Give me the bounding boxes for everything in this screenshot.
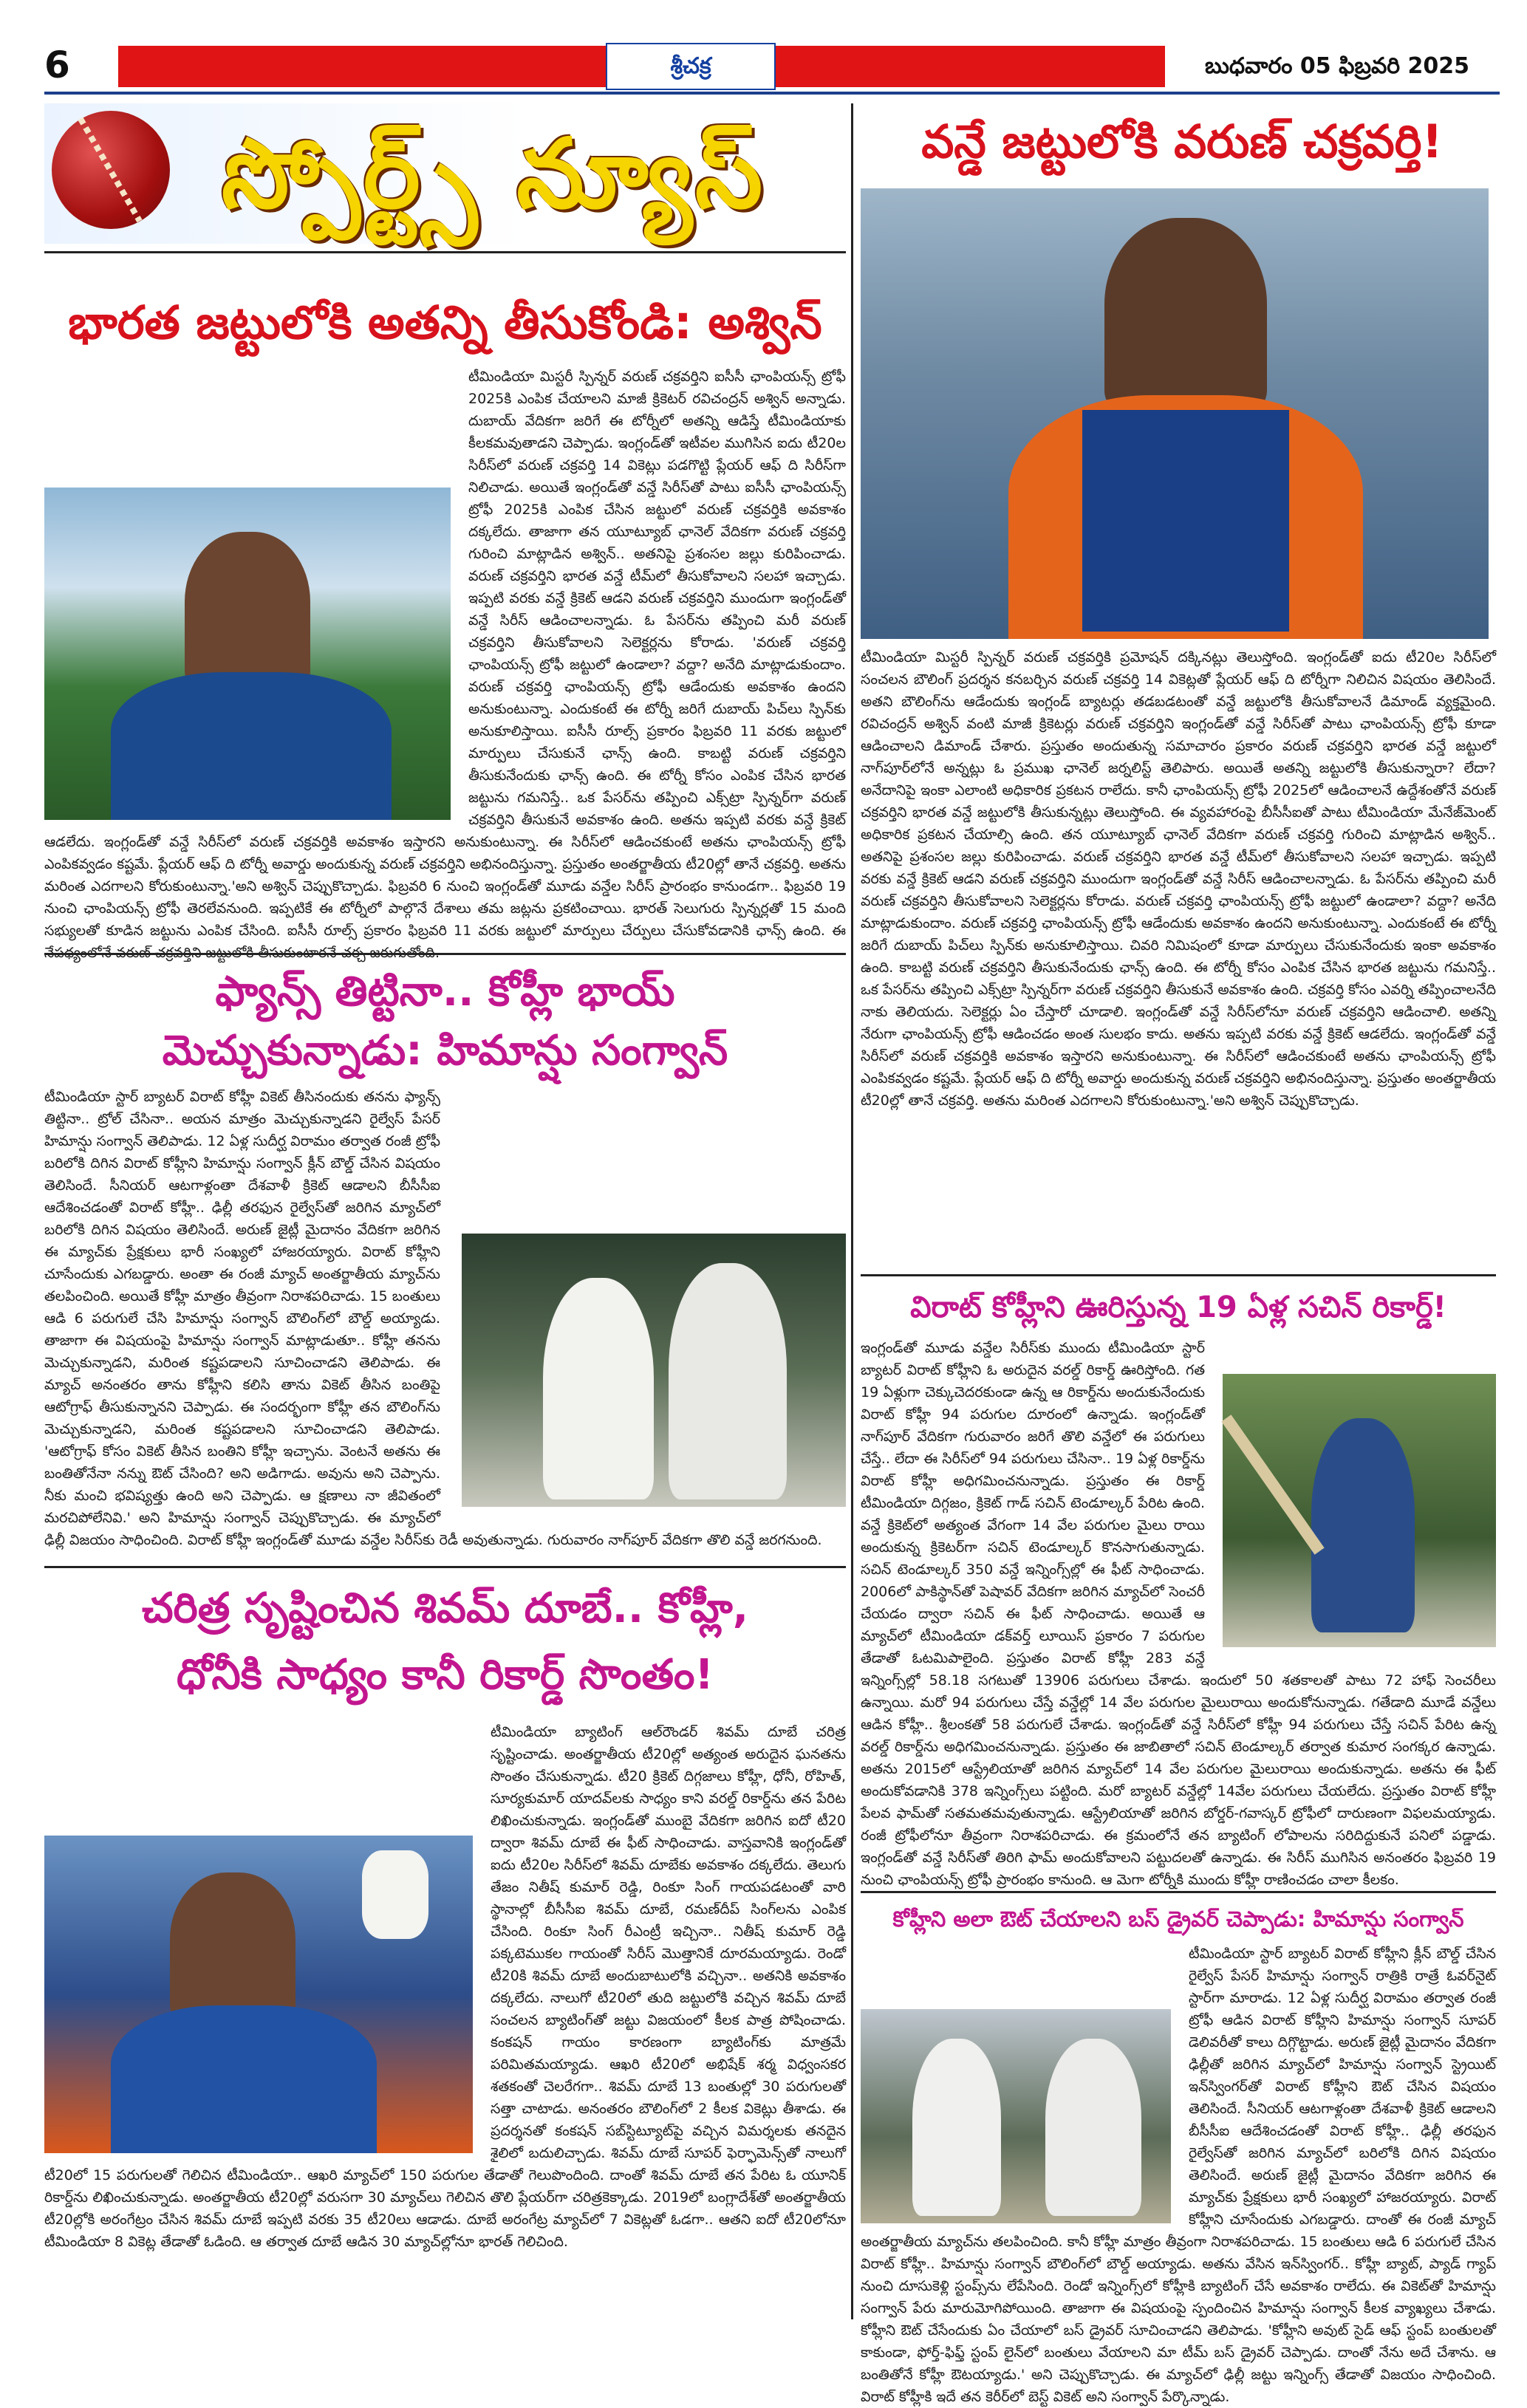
article-bus-text: టీమిండియా స్టార్ బ్యాటర్ విరాట్ కోహ్లీని క్లీన్ బౌల్డ్ చేసిన రైల్వేస్ పేసర్ హిమాన్షు సంగ్వాన్ రాత్రికి రాత్రే ఓవర్‌నైట్ స్టార్‌గా మారాడు. 12 ఏళ్ల సుదీర్ఘ విరామం తర్వాత రంజీ ట్రోఫీ ఆడిన విరాట్ కోహ్లీని హిమాన్షు సంగ్వాన్ సూపర్ డెలివరీతో కాలు దిగ్గొట్టాడు. అరుణ్ జైట్లీ మైదానం వేదికగా ఢిల్లీతో జరిగిన మ్యాచ్‌లో హిమాన్షు సంగ్వాన్ స్ట్రెయిట్ ఇన్‌స్వింగర్‌తో విరాట్ కోహ్లీని ఔట్ చేసిన విషయం తెలిసిందే. సీనియర్ ఆటగాళ్లంతా దేశవాళీ క్రికెట్ ఆడాలని బీసీసీఐ ఆదేశించడంతో విరాట్ కోహ్లీ.. ఢిల్లీ తరఫున రైల్వేస్‌తో జరిగిన మ్యాచ్‌లో బరిలోకి దిగిన విషయం తెలిసిందే. అరుణ్ జైట్లీ మైదానం వేదికగా జరిగిన ఈ మ్యాచ్‌కు ప్రేక్షకులు భారీ సంఖ్యలో హాజరయ్యారు. విరాట్ కోహ్లీని చూసేందుకు ఎగబడ్డారు. దాంతో ఈ రంజీ మ్యాచ్ అంతర్జాతీయ మ్యాచ్‌ను తలపించింది. కానీ కోహ్లీ మాత్రం తీవ్రంగా నిరాశపరిచాడు. 15 బంతులు ఆడి 6 పరుగులే చేసిన విరాట్ కోహ్లీ.. హిమాన్షు సంగ్వాన్ బౌలింగ్‌లో బౌల్డ్ అయ్యాడు. అతను వేసిన ఇన్‌స్వింగర్.. కోహ్లీ బ్యాట్, ప్యాడ్ గ్యాప్ నుంచి దూసుకెళ్లి స్టంప్స్‌ను లేపేసింది. రెండో ఇన్నింగ్స్‌లో కోహ్లీకి బ్యాటింగ్ చేసే అవకాశం రాలేదు. ఈ వికెట్‌తో హిమాన్షు సంగ్వాన్ పేరు మారుమోగిపోయింది. తాజాగా ఈ విషయంపై స్పందించిన హిమాన్షు సంగ్వాన్ కీలక వ్యాఖ్యలు చేశాడు. కోహ్లీని ఔట్ చేసేందుకు ఏం చేయాలో బస్ డ్రైవర్ సూచించాడని తెలిపాడు. 'కోహ్లీని అవుట్ సైడ్ ఆఫ్ స్టంప్ బంతులతో కాకుండా, ఫోర్త్-ఫిఫ్త్ స్టంప్ లైన్‌లో బంతులు వేయాలని మా టీమ్ బస్ డ్రైవర్ చెప్పాడు. దాంతో నేను అదే చేశాను. ఆ బంతితోనే కోహ్లీ ఔటయ్యాడు.' అని చెప్పుకొచ్చాడు. ఈ మ్యాచ్‌లో ఢిల్లీ జట్టు ఇన్నింగ్స్ తేడాతో విజయం సాధించింది. విరాట్ కోహ్లీకి ఇదే తన కెరీర్‌లో బెస్ట్ వికెట్ అని సంగ్వాన్ పేర్కొన్నాడు. [861,1946,1496,2405]
article-ashwin-text: టీమిండియా మిస్టరీ స్పిన్నర్ వరుణ్ చక్రవర్తిని ఐసీసీ ఛాంపియన్స్ ట్రోఫీ 2025కి ఎంపిక చేయాలని మాజీ క్రికెటర్ రవిచంద్రన్ అశ్విన్ అన్నాడు. దుబాయ్ వేదికగా జరిగే ఈ టోర్నీలో అతన్ని ఆడిస్తే టీమిండియాకు కీలకమవుతాడని చెప్పాడు. ఇంగ్లండ్‌తో ఇటీవల ముగిసిన ఐదు టీ20ల సిరీస్‌లో వరుణ్ చక్రవర్తి 14 వికెట్లు పడగొట్టి ప్లేయర్ ఆఫ్ ది సిరీస్‌గా నిలిచాడు. అయితే ఇంగ్లండ్‌తో వన్డే సిరీస్‌తో పాటు ఐసీసీ ఛాంపియన్స్ ట్రోఫీ 2025కి ఎంపిక చేసిన జట్టులో వరుణ్ చక్రవర్తికి అవకాశం దక్కలేదు. తాజాగా తన యూట్యూబ్ ఛానెల్ వేదికగా వరుణ్ చక్రవర్తి గురించి మాట్లాడిన అశ్విన్.. అతనిపై ప్రశంసల జల్లు కురిపించాడు. వరుణ్ చక్రవర్తిని భారత వన్డే టీమ్‌లో తీసుకోవాలని సలహా ఇచ్చాడు. ఇప్పటి వరకు వన్డే క్రికెట్ ఆడని వరుణ్ చక్రవర్తిని ముందుగా ఇంగ్లండ్‌తో వన్డే సిరీస్ ఆడించాలన్నాడు. ఓ పేసర్‌ను తప్పించి మరీ వరుణ్ చక్రవర్తిని తీసుకోవాలని సెలెక్టర్లను కోరాడు. 'వరుణ్ చక్రవర్తి ఛాంపియన్స్ ట్రోఫీ జట్టులో ఉండాలా? వద్దా? అనేది మాట్లాడుకుందాం. వరుణ్ చక్రవర్తి ఛాంపియన్స్ ట్రోఫీ ఆడేందుకు అవకాశం ఉందని అనుకుంటున్నా. ఎందుకంటే ఈ టోర్నీ జరిగే దుబాయ్ పిచ్‌లు స్పిన్‌కు అనుకూలిస్తాయి. ఐసీసీ రూల్స్ ప్రకారం ఫిబ్రవరి 11 వరకు జట్టులో మార్పులు చేసుకునే ఛాన్స్ ఉంది. కాబట్టి వరుణ్ చక్రవర్తిని తీసుకునేందుకు ఛాన్స్ ఉంది. ఈ టోర్నీ కోసం ఎంపిక చేసిన భారత జట్టును గమనిస్తే.. ఒక పేసర్‌ను తప్పించి ఎక్స్‌ట్రా స్పిన్నర్‌గా వరుణ్ చక్రవర్తిని తీసుకునే అవకాశం ఉంది. అతను ఇప్పటి వరకు వన్డే క్రికెట్ ఆడలేదు. ఇంగ్లండ్‌తో వన్డే సిరీస్‌లో వరుణ్ చక్రవర్తికి అవకాశం ఇస్తారని అనుకుంటున్నా. ఈ సిరీస్‌లో ఆడించకుంటే అతను ఛాంపియన్స్ ట్రోఫీ ఎంపికవ్వడం కష్టమే. ప్లేయర్ ఆఫ్ ది టోర్నీ అవార్డు అందుకున్న వరుణ్ చక్రవర్తిని అభినందిస్తున్నా. ప్రస్తుతం అంతర్జాతీయ టీ20ల్లో తానే చక్రవర్తి. అతను మరింత ఎదగాలని కోరుకుంటున్నా.'అని అశ్విన్ చెప్పుకొచ్చాడు. ఫిబ్రవరి 6 నుంచి ఇంగ్లండ్‌తో మూడు వన్డేల సిరీస్ ప్రారంభం కానుండగా.. ఫిబ్రవరి 19 నుంచి ఛాంపియన్స్ ట్రోఫీ తెరలేవనుంది. ఇప్పటికే ఈ టోర్నీలో పాల్గొనే దేశాలు తమ జట్లను ప్రకటించాయి. భారత్ సెలుగురు స్పిన్నర్లతో 15 మంది సభ్యులతో కూడిన జట్టును ఎంపిక చేసింది. ఐసీసీ రూల్స్ ప్రకారం ఫిబ్రవరి 11 వరకు జట్టులో మార్పులు చేర్పులు చేసుకోవడానికి ఛాన్స్ ఉంది. ఈ [44,369,846,939]
photo-wrap-spacer [44,1832,480,2153]
article-ashwin-body [44,366,846,949]
headline-dube-line1: చరిత్ర సృష్టించిన శివమ్ దూబే.. కోహ్లీ, [141,1584,749,1632]
photo-wrap-spacer [44,488,458,827]
photo-wrap-spacer [1215,1374,1496,1651]
photo-wrap-spacer [451,1230,846,1511]
headline-bus-driver: కోహ్లీని అలా ఔట్ చేయాలని బస్ డ్రైవర్ చెప్పాడు: హిమాన్షు సంగ్వాన్ [892,1906,1464,1932]
headline-varun: వన్డే జట్టులోకి వరుణ్ చక్రవర్తి! [921,114,1443,168]
article-dube-text: టీమిండియా బ్యాటింగ్ ఆల్‌రౌండర్ శివమ్ దూబే చరిత్ర సృష్టించాడు. అంతర్జాతీయ టీ20ల్లో అత్యంత అరుదైన ఘనతను సొంతం చేసుకున్నాడు. టీ20 క్రికెట్ దిగ్గజాలు కోహ్లీ, ధోనీ, రోహిత్, సూర్యకుమార్ యాదవ్‌లకు సాధ్యం కాని వరల్డ్ రికార్డ్‌ను తన పేరిట లిఖించుకున్నాడు. ఇంగ్లండ్‌తో ముంబై వేదికగా జరిగిన ఐదో టీ20 ద్వారా శివమ్ దూబే ఈ ఫీట్ సాధించాడు. వాస్తవానికి ఇంగ్లండ్‌తో ఐదు టీ20ల సిరీస్‌లో శివమ్ దూబేకు అవకాశం దక్కలేదు. తెలుగు తేజం నితీష్ కుమార్ రెడ్డి, రింకూ సింగ్ గాయపడటంతో వారి స్థానాల్లో బీసీసీఐ శివమ్ దూబే, రమణ్‌దీప్ సింగ్‌లను ఎంపిక చేసింది. రింకూ సింగ్ రీఎంట్రీ ఇచ్చినా.. నితీష్ కుమార్ రెడ్డి పక్కటెముకల గాయంతో సిరీస్ మొత్తానికే దూరమయ్యాడు. రెండో టీ20కి శివమ్ దూబే అందుబాటులోకి వచ్చినా.. అతనికి అవకాశం దక్కలేదు. నాలుగో టీ20లో తుది జట్టులోకి వచ్చిన శివమ్ దూబే సంచలన బ్యాటింగ్‌తో జట్టు విజయంలో కీలక పాత్ర పోషించాడు. కంకషన్ గాయం కారణంగా బ్యాటింగ్‌కు మాత్రమే పరిమితమయ్యాడు. ఆఖరి టీ20లో అభిషేక్ శర్మ విధ్వంసకర శతకంతో చెలరేగగా.. శివమ్ దూబే 13 బంతుల్లో 30 పరుగులతో సత్తా చాటాడు. అనంతరం బౌలింగ్‌లో 2 కీలక వికెట్లు తీశాడు. ఈ ప్రదర్శనతో కంకషన్ సబ్‌స్టిట్యూట్‌పై వచ్చిన విమర్శలకు తనదైన శైలిలో బదులిచ్చాడు. శివమ్ దూబే సూపర్ ఫెర్ఫామెన్స్‌తో నాలుగో టీ20లో 15 పరుగులతో గెలిచిన టీమిండియా.. ఆఖరి మ్యాచ్‌లో 150 పరుగుల తేడాతో గెలుపొందింది. దాంతో శివమ్ దూబే తన పేరిట ఓ యూనిక్ రికార్డ్‌ను లిఖించుకున్నాడు. అంతర్జాతీయ టీ20ల్లో వరుసగా 30 మ్యాచ్‌లు గెలిచిన తొలి ప్లేయర్‌గా చరిత్రకెక్కాడు. 2019లో బంగ్లాదేశ్‌తో అంతర్జాతీయ టీ20ల్లోకి అరంగేట్రం చేసిన శివమ్ దూబే ఇప్పటి వరకు 35 టీ20లు ఆడాడు. దూబే అరంగేట్ర మ్యాచ్‌లో 7 వికెట్లతో ఓడగా.. ఆతని ఐదో టీ20లోనూ టీమిండియా 8 వికెట్ల తేడాతో ఓడింది. ఆ తర్వాత దూబే ఆడిన 30 మ్యాచ్‌ల్లోనూ భారత్ గెలిచింది. [44,1724,846,2250]
section-title: స్పోర్ట్స్ న్యూస్ [222,117,766,230]
section-rule [44,251,846,253]
section-rule [44,1566,846,1568]
column-divider [851,103,853,2319]
page-number: 6 [44,44,70,86]
article-dube-body [44,1721,846,2319]
headline-himanshu-line1: ఫ్యాన్స్ తిట్టినా.. కోహ్లీ భాయ్ [215,968,675,1016]
headline-ashwin: భారత జట్టులోకి అతన్ని తీసుకోండి: అశ్విన్ [68,295,822,349]
section-rule [861,1891,1496,1893]
headline-sachin-record: విరాట్ కోహ్లీని ఊరిస్తున్న 19 ఏళ్ల సచిన్ రికార్డ్! [910,1290,1446,1324]
headline-dube-line2: ధోనీకి సాధ్యం కానీ రికార్డ్ సొంతం! [177,1651,714,1699]
photo-wrap-spacer [861,2009,1178,2227]
article-himanshu-body [44,1086,846,1559]
issue-date: బుధవారం 05 ఫిబ్రవరి 2025 [1204,53,1470,79]
paper-logo: శ్రీచక్ర [606,43,776,90]
masthead-divider [44,92,1500,95]
article-sachin-text: ఇంగ్లండ్‌తో మూడు వన్డేల సిరీస్‌కు ముందు టీమిండియా స్టార్ బ్యాటర్ విరాట్ కోహ్లీని ఓ అరుదైన వరల్డ్ రికార్డ్ ఊరిస్తోంది. గత 19 ఏళ్లుగా చెక్కుచెదరకుండా ఉన్న ఆ రికార్డ్‌ను అందుకునేందుకు విరాట్ కోహ్లీ 94 పరుగుల దూరంలో ఉన్నాడు. ఇంగ్లండ్‌తో నాగ్‌పూర్ వేదికగా గురువారం జరిగే తొలి వన్డేలో ఈ పరుగులు చేస్తే.. లేదా ఈ సిరీస్‌లో 94 పరుగులు చేసినా.. 19 ఏళ్ల రికార్డ్‌ను విరాట్ కోహ్లీ అధిగమించనున్నాడు. ప్రస్తుతం ఈ రికార్డ్ టీమిండియా దిగ్గజం, క్రికెట్ గాడ్ సచిన్ టెండూల్కర్ పేరిట ఉంది. వన్డే క్రికెట్‌లో అత్యంత వేగంగా 14 వేల పరుగుల మైలు రాయి అందుకున్న క్రికెటర్‌గా సచిన్ టెండూల్కర్ కొనసాగుతున్నాడు. సచిన్ టెండూల్కర్ 350 వన్డే ఇన్నింగ్స్‌ల్లో ఈ ఫీట్ సాధించాడు. 2006లో పాకిస్థాన్‌తో పెషావర్ వేదికగా జరిగిన మ్యాచ్‌లో సెంచరీ చేయడం ద్వారా సచిన్ ఈ ఫీట్ సాధించాడు. అయితే ఆ మ్యాచ్‌లో టీమిండియా డక్‌వర్త్ లూయిస్ ప్రకారం 7 పరుగుల తేడాతో ఓటమిపాలైంది. ప్రస్తుతం విరాట్ కోహ్లీ 283 వన్డే ఇన్నింగ్స్‌ల్లో 58.18 సగటుతో 13906 పరుగులు చేశాడు. ఇందులో 50 శతకాలతో పాటు 72 హాఫ్ సెంచరీలు ఉన్నాయి. మరో 94 పరుగులు చేస్తే వన్డేల్లో 14 వేల పరుగుల మైలురాయి అందుకోనున్నాడు. గతేడాది మూడే వన్డేలు ఆడిన కోహ్లీ.. శ్రీలంకతో 58 పరుగులే చేశాడు. ఇంగ్లండ్‌తో వన్డే సిరీస్‌లో కోహ్లీ 94 పరుగులు చేస్తే సచిన్ పేరిట ఉన్న వరల్డ్ రికార్డ్‌ను అధిగమించనున్నాడు. ప్రస్తుతం ఈ జాబితాలో సచిన్ టెండూల్కర్ తర్వాత కుమార సంగక్కర ఉన్నాడు. అతను 2015లో ఆస్ట్రేలియాతో జరిగిన మ్యాచ్‌లో 14 వేల పరుగుల మైలురాయి అందుకున్నాడు. అతను ఈ ఫీట్ అందుకోవడానికి 378 ఇన్నింగ్స్‌లు పట్టింది. మరో బ్యాటర్ వన్డేల్లో 14వేల పరుగులు చేయలేదు. ప్రస్తుతం విరాట్ కోహ్లీ పేలవ ఫామ్‌తో సతమతమవుతున్నాడు. ఆస్ట్రేలియాతో జరిగిన బోర్డర్-గవాస్కర్ ట్రోఫీలో దారుణంగా విఫలమయ్యాడు. రంజీ ట్రోఫీలోనూ తీవ్రంగా నిరాశపరిచాడు. ఈ క్రమంలోనే తన బ్యాటింగ్ లోపాలను సరిదిద్దుకునే పనిలో పడ్డాడు. ఇంగ్లండ్‌తో వన్డే సిరీస్‌తో తిరిగి ఫామ్ అందుకోవాలని పట్టుదలతో ఉన్నాడు. ఈ సిరీస్ ముగిసిన అనంతరం ఫిబ్రవరి 19 నుంచి ఛాంపియన్స్ ట్రోఫీ ప్రారంభం కానుంది. ఆ మెగా టోర్నీకి ముందు కోహ్లీ రాణించడం చాలా కీలకం. [861,1340,1496,1888]
photo-varun-chakravarthy [861,188,1489,639]
section-rule [44,953,846,955]
article-bus-body [861,1943,1496,2405]
article-himanshu-text: టీమిండియా స్టార్ బ్యాటర్ విరాట్ కోహ్లీ వికెట్ తీసినందుకు తనను ఫ్యాన్స్ తిట్టినా.. ట్రోల్ చేసినా.. అయన మాత్రం మెచ్చుకున్నాడని రైల్వేస్ పేసర్ హిమాన్షు సంగ్వాన్ తెలిపాడు. 12 ఏళ్ల సుదీర్ఘ విరామం తర్వాత రంజీ ట్రోఫీ బరిలోకి దిగిన విరాట్ కోహ్లీని హిమాన్షు సంగ్వాన్ క్లీన్ బౌల్డ్ చేసిన విషయం తెలిసిందే. సీనియర్ ఆటగాళ్లంతా దేశవాళీ క్రికెట్ ఆడాలని బీసీసీఐ ఆదేశించడంతో విరాట్ కోహ్లీ.. ఢిల్లీ తరఫున రైల్వేస్‌తో జరిగిన మ్యాచ్‌లో బరిలోకి దిగిన విషయం తెలిసిందే. అరుణ్ జైట్లీ మైదానం వేదికగా జరిగిన ఈ మ్యాచ్‌కు ప్రేక్షకులు భారీ సంఖ్యలో హాజరయ్యారు. విరాట్ కోహ్లీని చూసేందుకు ఎగబడ్డారు. అంతా ఈ రంజీ మ్యాచ్ అంతర్జాతీయ మ్యాచ్‌ను తలపించింది. అయితే కోహ్లీ మాత్రం తీవ్రంగా నిరాశపరిచాడు. 15 బంతులు ఆడి 6 పరుగులే చేసి హిమాన్షు సంగ్వాన్ బౌలింగ్‌లో బౌల్డ్ అయ్యాడు. తాజాగా ఈ విషయంపై హిమాన్షు సంగ్వాన్ మాట్లాడుతూ.. కోహ్లీ తనను మెచ్చుకున్నాడని, మరింత కష్టపడాలని సూచించాడని తెలిపాడు. ఈ మ్యాచ్ అనంతరం తాను కోహ్లీని కలిసి తాను వికెట్ తీసిన బంతిపై ఆటోగ్రాఫ్ తీసుకున్నానని చెప్పాడు. ఈ సందర్భంగా కోహ్లీ తన బౌలింగ్‌ను మెచ్చుకున్నాడని, మరింత కష్టపడాలని సూచించాడని తెలిపాడు. 'ఆటోగ్రాఫ్ కోసం వికెట్ తీసిన బంతిని కోహ్లీ ఇచ్చాను. వెంటనే అతను ఈ బంతితోనేనా నన్ను ఔట్ చేసింది? అని అడిగాడు. అవును అని చెప్పాను. నీకు మంచి భవిష్యత్తు ఉంది అని చెప్పాడు. ఆ క్షణాలు నా జీవితంలో మరచిపోలేనివి.' అని హిమాన్షు సంగ్వాన్ చెప్పుకొచ్చాడు. ఈ మ్యాచ్‌లో ఢిల్లీ విజయం సాధించింది. విరాట్ కోహ్లీ ఇంగ్లండ్‌తో మూడు వన్డేల సిరీస్‌కు రెడీ అవుతున్నాడు. గురువారం నాగ్‌పూర్ వేదికగా తొలి వన్డే జరగనుంది. [44,1089,822,1548]
player-head [1104,218,1267,410]
article-varun-body: టీమిండియా మిస్టరీ స్పిన్నర్ వరుణ్ చక్రవర్తికి ప్రమోషన్ దక్కినట్లు తెలుస్తోంది. ఇంగ్లండ్‌తో ఐదు టీ20ల సిరీస్‌లో సంచలన బౌలింగ్ ప్రదర్శన కనబర్చిన వరుణ్ చక్రవర్తి 14 వికెట్లతో ప్లేయర్ ఆఫ్ ది టోర్నీగా నిలిచిన విషయం తెలిసిందే. అతని బౌలింగ్‌ను ఆడేందుకు ఇంగ్లండ్ బ్యాటర్లు తడబడటంతో వన్డే జట్టులోకి తీసుకోవాలనే డిమాండ్ వ్యక్తమైంది. రవిచంద్రన్ అశ్విన్ వంటి మాజీ క్రికెటర్లు వరుణ్ చక్రవర్తిని ఇంగ్లండ్‌తో వన్డే సిరీస్‌తో పాటు ఛాంపియన్స్ ట్రోఫీ కూడా ఆడించాలని డిమాండ్ చేశారు. ప్రస్తుతం అందుతున్న సమాచారం ప్రకారం వరుణ్ చక్రవర్తిని భారత వన్డే జట్టులో నాగ్‌పూర్‌లోనే అన్నట్లు ఓ ప్రముఖ ఛానెల్ జర్నలిస్ట్ తెలిపారు. అయితే అతన్ని జట్టులోకి తీసుకున్నారా? లేదా? అనేదానిపై ఇంకా ఎలాంటి అధికారిక ప్రకటన రాలేదు. కానీ ఛాంపియన్స్ ట్రోఫీ 2025లో ఆడించాలనే ఉద్దేశంతోనే వరుణ్ చక్రవర్తిని భారత వన్డే జట్టులోకి తీసుకున్నట్లు తెలుస్తోంది. ఈ వ్యవహారంపై బీసీసీఐతో పాటు టీమిండియా మేనేజ్‌మెంట్ అధికారిక ప్రకటన చేయాల్సి ఉంది. తన యూట్యూబ్ ఛానెల్ వేదికగా వరుణ్ చక్రవర్తి గురించి మాట్లాడిన అశ్విన్.. అతనిపై ప్రశంసల జల్లు కురిపించాడు. వరుణ్ చక్రవర్తిని భారత వన్డే టీమ్‌లో తీసుకోవాలని సలహా ఇచ్చాడు. ఇప్పటి వరకు వన్డే క్రికెట్ ఆడని వరుణ్ చక్రవర్తిని ముందుగా ఇంగ్లండ్‌తో వన్డే సిరీస్ ఆడించాలన్నాడు. ఓ పేసర్‌ను తప్పించి మరీ వరుణ్ చక్రవర్తిని తీసుకోవాలని సెలెక్టర్లను కోరాడు. వరుణ్ చక్రవర్తి ఛాంపియన్స్ ట్రోఫీ జట్టులో ఉండాలా? వద్దా? అనేది మాట్లాడుకుందాం. వరుణ్ చక్రవర్తి ఛాంపియన్స్ ట్రోఫీ ఆడేందుకు అవకాశం ఉందని అనుకుంటున్నా. ఎందుకంటే ఈ టోర్నీ జరిగే దుబాయ్ పిచ్‌లు స్పిన్‌కు అనుకూలిస్తాయి. చివరి నిమిషంలో కూడా మార్పులు చేసుకునేందుకు ఇంకా అవకాశం ఉంది. కాబట్టి వరుణ్ చక్రవర్తిని తీసుకునేందుకు ఛాన్స్ ఉంది. ఈ టోర్నీ కోసం ఎంపిక చేసిన భారత జట్టును గమనిస్తే.. ఒక పేసర్‌ను తప్పించి ఎక్స్‌ట్రా స్పిన్నర్‌గా వరుణ్ చక్రవర్తిని తీసుకునే అవకాశం ఉంది. చక్రవర్తి కోసం ఎవర్ని తప్పించాలనేది నాకు తెలియదు. సెలెక్టర్లు ఏం చేస్తారో చూడాలి. ఇంగ్లండ్‌తో వన్డే సిరీస్‌లోనూ వరుణ్ చక్రవర్తిని ఆడించాలి. అతన్ని నేరుగా ఛాంపియన్స్ ట్రోఫీ ఆడించడం అంత సులభం కాదు. అతను ఇప్పటి వరకు వన్డే క్రికెట్ ఆడలేదు. ఇంగ్లండ్‌తో వన్డే సిరీస్‌లో వరుణ్ చక్రవర్తికి అవకాశం ఇస్తారని అనుకుంటున్నా. ఈ సిరీస్‌లో ఆడించకుంటే అతను ఛాంపియన్స్ ట్రోఫీ ఎంపికవ్వడం కష్టమే. ప్లేయర్ ఆఫ్ ది టోర్నీ అవార్డు అందుకున్న వరుణ్ చక్రవర్తిని అభినందిస్తున్నా. ప్రస్తుతం అంతర్జాతీయ టీ20ల్లో తానే చక్రవర్తి. అతను మరింత ఎదగాలని కోరుకుంటున్నా.'అని అశ్విన్ చెప్పుకొచ్చాడు. [861,649,1496,1109]
section-rule [861,1274,1496,1276]
jersey-panel [1082,410,1289,632]
headline-himanshu-line2: మెచ్చుకున్నాడు: హిమాన్షు సంగ్వాన్ [162,1027,728,1075]
